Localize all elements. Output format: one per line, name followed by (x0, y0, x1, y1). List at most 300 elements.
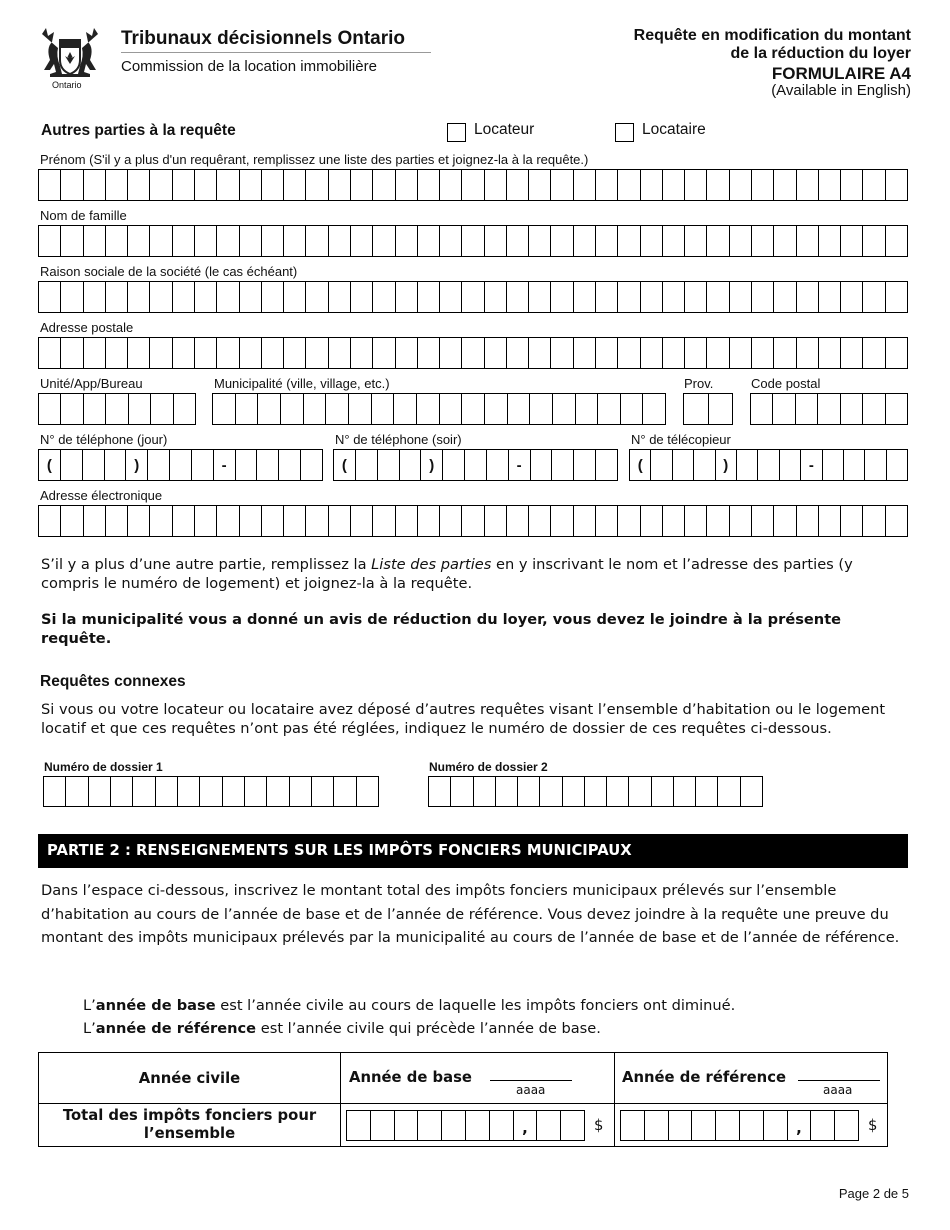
comb-cell (537, 1111, 561, 1140)
comb-cell (396, 338, 418, 368)
comb-cell (128, 170, 150, 200)
comb-cell (585, 777, 607, 806)
comb-cell (443, 450, 465, 480)
comb-cell (106, 506, 128, 536)
email-label: Adresse électronique (40, 488, 163, 503)
postal-code-label: Code postal (751, 376, 821, 391)
comb-cell (696, 777, 718, 806)
comb-cell (66, 777, 88, 806)
reference-currency: $ (868, 1116, 878, 1134)
comb-cell (797, 506, 819, 536)
unit-field[interactable] (38, 393, 196, 425)
comb-cell (797, 282, 819, 312)
form-code: FORMULAIRE A4 (771, 64, 911, 83)
comb-cell (485, 338, 507, 368)
reference-year-input-line[interactable] (798, 1080, 880, 1081)
comb-cell (466, 1111, 490, 1140)
comb-cell (284, 226, 306, 256)
comb-cell (418, 282, 440, 312)
comb-cell (128, 226, 150, 256)
comb-cell (451, 777, 473, 806)
comb-cell (373, 506, 395, 536)
comb-cell (150, 338, 172, 368)
comb-cell (641, 226, 663, 256)
postal-code-field[interactable] (750, 393, 908, 425)
comb-cell (737, 450, 758, 480)
comb-cell (356, 450, 378, 480)
comb-cell (863, 394, 885, 424)
comb-cell: ) (126, 450, 148, 480)
reference-year-label: Année de référence (622, 1068, 787, 1086)
comb-cell (396, 170, 418, 200)
email-field[interactable] (38, 505, 908, 537)
comb-cell (797, 338, 819, 368)
comb-cell (373, 226, 395, 256)
comb-cell (663, 282, 685, 312)
comb-cell (462, 338, 484, 368)
comb-cell (596, 282, 618, 312)
comb-cell (373, 338, 395, 368)
comb-cell (61, 282, 83, 312)
comb-cell (751, 394, 773, 424)
comb-cell (529, 506, 551, 536)
base-total-field[interactable] (346, 1110, 585, 1141)
comb-cell (596, 226, 618, 256)
comb-cell: ) (421, 450, 443, 480)
comb-cell (306, 226, 328, 256)
comb-cell: ( (630, 450, 651, 480)
comb-cell (474, 777, 496, 806)
base-def-post: est l’année civile au cours de laquelle les impôts fonciers ont diminué. (215, 997, 736, 1014)
more-parties-text-pre: S’il y a plus d’une autre partie, remplissez la (41, 556, 372, 573)
landlord-label: Locateur (474, 121, 535, 138)
comb-cell (326, 394, 349, 424)
comb-cell (223, 777, 245, 806)
comb-cell (621, 1111, 645, 1140)
phone-evening-label: N° de téléphone (soir) (335, 432, 462, 447)
comb-cell (596, 170, 618, 200)
comb-cell (530, 394, 553, 424)
comb-cell (886, 338, 907, 368)
comb-cell (684, 394, 709, 424)
comb-cell (279, 450, 301, 480)
comb-cell (418, 226, 440, 256)
comb-cell (835, 1111, 858, 1140)
form-title-line2: de la réduction du loyer (730, 45, 911, 62)
municipality-field[interactable] (212, 393, 666, 425)
comb-cell (128, 282, 150, 312)
comb-cell (531, 450, 553, 480)
comb-cell (217, 170, 239, 200)
comb-cell (694, 450, 715, 480)
base-def-term: année de base (95, 997, 216, 1014)
comb-cell: - (509, 450, 531, 480)
form-title (634, 27, 911, 63)
comb-cell (106, 282, 128, 312)
comb-cell (574, 450, 596, 480)
comb-cell (284, 170, 306, 200)
comb-cell: , (514, 1111, 538, 1140)
comb-cell (863, 506, 885, 536)
comb-cell (863, 226, 885, 256)
file1-label: Numéro de dossier 1 (44, 760, 163, 774)
comb-cell (551, 506, 573, 536)
comb-cell (262, 226, 284, 256)
comb-cell (773, 394, 795, 424)
comb-cell (262, 282, 284, 312)
comb-cell: ) (716, 450, 737, 480)
comb-cell (236, 450, 258, 480)
comb-cell (596, 506, 618, 536)
base-year-label: Année de base (349, 1068, 472, 1086)
comb-cell (487, 450, 509, 480)
comb-cell (596, 338, 618, 368)
file2-field[interactable] (428, 776, 763, 807)
comb-cell (195, 282, 217, 312)
related-heading: Requêtes connexes (40, 673, 186, 690)
comb-cell (841, 338, 863, 368)
comb-cell (863, 338, 885, 368)
comb-cell (529, 170, 551, 200)
comb-cell (685, 506, 707, 536)
comb-cell (39, 170, 61, 200)
comb-cell (823, 450, 844, 480)
base-total-cell (341, 1104, 615, 1147)
comb-cell (400, 450, 422, 480)
comb-cell (752, 226, 774, 256)
comb-cell (886, 394, 907, 424)
comb-cell (440, 394, 463, 424)
comb-cell (774, 282, 796, 312)
municipality-notice: Si la municipalité vous a donné un avis de réduction du loyer, vous devez le joindre à la présente requête. (41, 611, 842, 647)
comb-cell (507, 282, 529, 312)
fax-field[interactable] (629, 449, 908, 481)
comb-cell (240, 282, 262, 312)
comb-cell (863, 282, 885, 312)
header-divider (121, 52, 431, 53)
comb-cell (618, 226, 640, 256)
comb-cell (106, 226, 128, 256)
unit-label: Unité/App/Bureau (40, 376, 143, 391)
comb-cell (200, 777, 222, 806)
comb-cell (730, 506, 752, 536)
comb-cell (334, 777, 356, 806)
comb-cell (236, 394, 259, 424)
comb-cell (507, 506, 529, 536)
municipality-label: Municipalité (ville, village, etc.) (214, 376, 390, 391)
reference-total-cell (615, 1104, 888, 1147)
comb-cell (844, 450, 865, 480)
comb-cell (173, 338, 195, 368)
base-def-pre: L’ (83, 997, 96, 1014)
comb-cell (111, 777, 133, 806)
more-parties-note (41, 555, 901, 593)
comb-cell (195, 226, 217, 256)
comb-cell (39, 338, 61, 368)
comb-cell (148, 450, 170, 480)
part2-intro: Dans l’espace ci-dessous, inscrivez le montant total des impôts fonciers municipaux prélevés sur l’ensemble d’habitation au cours de l’année de base et de l’année de référence. Vous devez joindre à la requête une preuve du montant des impôts municipaux prélevés par la municipalité au cours de l’année de base et de l’année de référence. (41, 882, 900, 946)
comb-cell (195, 170, 217, 200)
comb-cell (213, 394, 236, 424)
comb-cell (133, 777, 155, 806)
comb-cell: ( (39, 450, 61, 480)
comb-cell (645, 1111, 669, 1140)
comb-cell (440, 506, 462, 536)
comb-cell (440, 226, 462, 256)
comb-cell (886, 170, 907, 200)
comb-cell (44, 777, 66, 806)
comb-cell (351, 282, 373, 312)
part2-title: PARTIE 2 : RENSEIGNEMENTS SUR LES IMPÔTS FONCIERS MUNICIPAUX (38, 834, 908, 868)
comb-cell: , (788, 1111, 812, 1140)
comb-cell (886, 282, 907, 312)
comb-cell (240, 226, 262, 256)
landlord-checkbox[interactable] (447, 123, 466, 142)
comb-cell (39, 226, 61, 256)
comb-cell (462, 170, 484, 200)
comb-cell (84, 170, 106, 200)
comb-cell (429, 777, 451, 806)
comb-cell (764, 1111, 788, 1140)
comb-cell (707, 506, 729, 536)
comb-cell (396, 226, 418, 256)
comb-cell (651, 450, 672, 480)
comb-cell (692, 1111, 716, 1140)
comb-cell (84, 338, 106, 368)
ref-def-pre: L’ (83, 1020, 96, 1037)
comb-cell (257, 450, 279, 480)
comb-cell (685, 226, 707, 256)
comb-cell (707, 226, 729, 256)
comb-cell (61, 450, 83, 480)
comb-cell (709, 394, 733, 424)
comb-cell (129, 394, 151, 424)
comb-cell (673, 450, 694, 480)
comb-cell (574, 338, 596, 368)
comb-cell (150, 226, 172, 256)
comb-cell (718, 777, 740, 806)
base-currency: $ (594, 1116, 604, 1134)
comb-cell (774, 506, 796, 536)
comb-cell (796, 394, 818, 424)
page-number: Page 2 de 5 (838, 1186, 909, 1201)
province-field[interactable] (683, 393, 733, 425)
comb-cell (529, 226, 551, 256)
comb-cell (819, 506, 841, 536)
comb-cell (774, 170, 796, 200)
comb-cell (508, 394, 531, 424)
comb-cell (440, 338, 462, 368)
company-label: Raison sociale de la société (le cas échéant) (40, 264, 298, 279)
base-year-definition (83, 996, 735, 1015)
comb-cell (329, 282, 351, 312)
comb-cell (329, 226, 351, 256)
comb-cell (306, 282, 328, 312)
comb-cell (730, 226, 752, 256)
address-field[interactable] (38, 337, 908, 369)
comb-cell (240, 170, 262, 200)
comb-cell (442, 1111, 466, 1140)
comb-cell (462, 226, 484, 256)
comb-cell (329, 506, 351, 536)
company-field[interactable] (38, 281, 908, 313)
parties-list-link: Liste des parties (371, 556, 492, 573)
comb-cell (598, 394, 621, 424)
comb-cell (351, 226, 373, 256)
comb-cell (774, 226, 796, 256)
comb-cell (61, 226, 83, 256)
comb-cell (174, 394, 195, 424)
comb-cell (685, 170, 707, 200)
more-parties-text-post: en y inscrivant le nom et l’adresse des parties (y compris le numéro de logement) et joignez-la à la requête. (41, 556, 853, 592)
col-calendar-year: Année civile (39, 1053, 341, 1104)
comb-cell (740, 1111, 764, 1140)
comb-cell (752, 282, 774, 312)
comb-cell (372, 394, 395, 424)
comb-cell (551, 282, 573, 312)
comb-cell (306, 338, 328, 368)
comb-cell (887, 450, 907, 480)
file1-field[interactable] (43, 776, 379, 807)
comb-cell (418, 506, 440, 536)
comb-cell (819, 170, 841, 200)
comb-cell (245, 777, 267, 806)
comb-cell (178, 777, 200, 806)
comb-cell (61, 338, 83, 368)
comb-cell (707, 170, 729, 200)
comb-cell (304, 394, 327, 424)
comb-cell (284, 506, 306, 536)
comb-cell (351, 338, 373, 368)
comb-cell (418, 1111, 442, 1140)
comb-cell (262, 170, 284, 200)
phone-day-label: N° de téléphone (jour) (40, 432, 168, 447)
comb-cell (440, 282, 462, 312)
comb-cell (561, 1111, 584, 1140)
comb-cell (462, 506, 484, 536)
comb-cell (574, 170, 596, 200)
comb-cell (312, 777, 334, 806)
comb-cell (641, 506, 663, 536)
reference-year-hint: aaaa (823, 1082, 853, 1097)
comb-cell (685, 282, 707, 312)
comb-cell (485, 506, 507, 536)
reference-year-definition (83, 1019, 601, 1038)
comb-cell (329, 170, 351, 200)
tenant-label: Locataire (642, 121, 706, 138)
comb-cell (217, 226, 239, 256)
comb-cell (797, 226, 819, 256)
comb-cell (418, 338, 440, 368)
comb-cell (217, 338, 239, 368)
comb-cell (217, 506, 239, 536)
comb-cell (552, 450, 574, 480)
org-title: Tribunaux décisionnels Ontario (121, 28, 405, 49)
comb-cell (518, 777, 540, 806)
comb-cell (663, 506, 685, 536)
org-subtitle: Commission de la location immobilière (121, 58, 377, 75)
comb-cell (39, 506, 61, 536)
comb-cell (618, 506, 640, 536)
comb-cell (329, 338, 351, 368)
reference-total-field[interactable] (620, 1110, 859, 1141)
comb-cell (730, 338, 752, 368)
comb-cell (105, 450, 127, 480)
comb-cell (306, 170, 328, 200)
comb-cell (84, 282, 106, 312)
comb-cell (886, 506, 907, 536)
comb-cell (301, 450, 322, 480)
comb-cell (752, 170, 774, 200)
comb-cell (195, 338, 217, 368)
row-total-label: Total des impôts fonciers pour l’ensemble (39, 1104, 341, 1147)
first-name-label: Prénom (S'il y a plus d'un requêrant, remplissez une liste des parties et joignez-la à la requête.) (40, 152, 589, 167)
available-in-english: (Available in English) (771, 82, 911, 99)
comb-cell (551, 338, 573, 368)
comb-cell: - (801, 450, 822, 480)
comb-cell (819, 226, 841, 256)
comb-cell (281, 394, 304, 424)
comb-cell (150, 170, 172, 200)
ref-def-post: est l’année civile qui précède l’année de base. (256, 1020, 601, 1037)
comb-cell (643, 394, 665, 424)
comb-cell (780, 450, 801, 480)
address-label: Adresse postale (40, 320, 134, 335)
comb-cell (607, 777, 629, 806)
comb-cell (576, 394, 599, 424)
comb-cell (674, 777, 696, 806)
comb-cell (596, 450, 617, 480)
comb-cell (758, 450, 779, 480)
comb-cell (417, 394, 440, 424)
comb-cell (485, 226, 507, 256)
comb-cell (284, 282, 306, 312)
comb-cell (61, 170, 83, 200)
comb-cell (818, 394, 840, 424)
comb-cell (811, 1111, 835, 1140)
province-label: Prov. (684, 376, 714, 391)
last-name-label: Nom de famille (40, 208, 127, 223)
comb-cell (841, 170, 863, 200)
comb-cell (663, 338, 685, 368)
comb-cell (306, 506, 328, 536)
comb-cell (551, 226, 573, 256)
comb-cell (841, 506, 863, 536)
phone-evening-field[interactable] (333, 449, 618, 481)
first-name-field[interactable] (38, 169, 908, 201)
comb-cell (84, 226, 106, 256)
comb-cell (752, 506, 774, 536)
comb-cell (462, 282, 484, 312)
comb-cell (373, 170, 395, 200)
base-year-input-line[interactable] (490, 1080, 572, 1081)
comb-cell (663, 226, 685, 256)
comb-cell (347, 1111, 371, 1140)
comb-cell (485, 282, 507, 312)
comb-cell (652, 777, 674, 806)
last-name-field[interactable] (38, 225, 908, 257)
tenant-checkbox[interactable] (615, 123, 634, 142)
comb-cell (621, 394, 644, 424)
comb-cell (462, 394, 485, 424)
comb-cell (707, 338, 729, 368)
comb-cell (641, 282, 663, 312)
col-reference-year (615, 1053, 888, 1104)
comb-cell (150, 282, 172, 312)
comb-cell (797, 170, 819, 200)
comb-cell (551, 170, 573, 200)
phone-day-field[interactable] (38, 449, 323, 481)
